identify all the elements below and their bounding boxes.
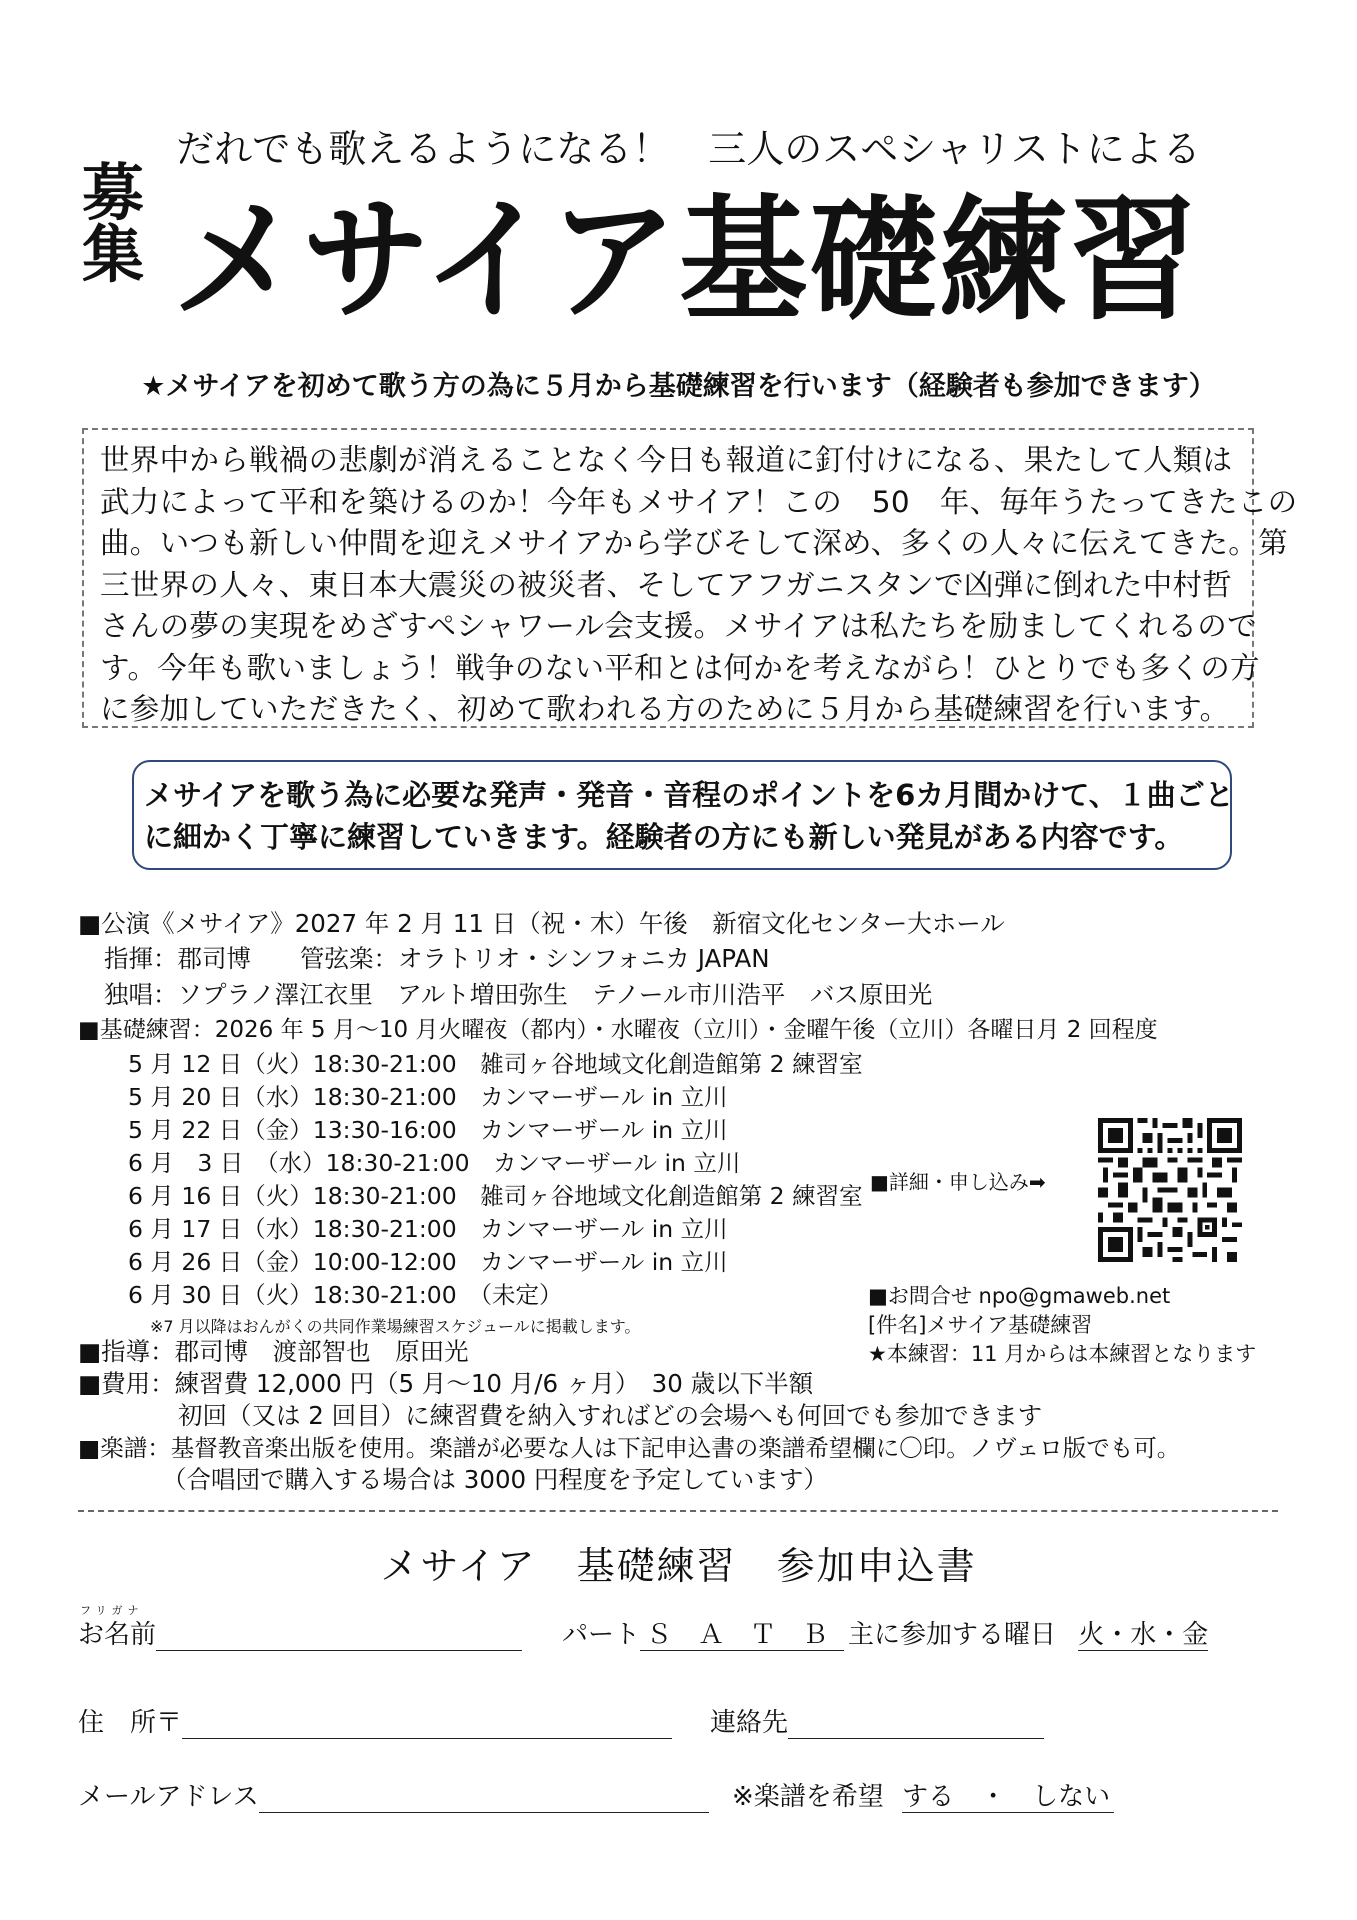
fee-note: 初回（又は 2 回目）に練習費を納入すればどの会場へも何回でも参加できます — [178, 1401, 1043, 1430]
part-options[interactable]: Ｓ Ａ Ｔ Ｂ — [640, 1620, 844, 1651]
day-row — [848, 1614, 1208, 1651]
schedule-item: 5 月 12 日（火）18:30-21:00 雑司ヶ谷地域文化創造館第 2 練習室 — [128, 1050, 863, 1078]
intro-line: さんの夢の実現をめざすペシャワール会支援。メサイアは私たちを励ましてくれるので — [100, 609, 1257, 643]
intro-line: す。今年も歌いましょう！戦争のない平和とは何かを考えながら！ひとりでも多くの方 — [100, 650, 1260, 685]
score-request-options[interactable]: する ・ しない — [902, 1782, 1114, 1813]
intro-line: 世界中から戦禍の悲劇が消えることなく今日も報道に釘付けになる、果たして人類は — [100, 443, 1233, 477]
address-row — [78, 1702, 672, 1739]
schedule-item: 6 月 17 日（水）18:30-21:00 カンマーザール in 立川 — [128, 1215, 728, 1243]
practice-info: ■基礎練習：2026 年 5 月～10 月火曜夜（都内）・水曜夜（立川）・金曜午後（立川）各曜日月 2 回程度 — [78, 1017, 1158, 1043]
email-label: メールアドレス — [78, 1782, 259, 1812]
schedule-item: 6 月 16 日（火）18:30-21:00 雑司ヶ谷地域文化創造館第 2 練習室 — [128, 1182, 863, 1210]
score-info: ■楽譜：基督教音楽出版を使用。楽譜が必要な人は下記申込書の楽譜希望欄に〇印。ノヴェロ版でも可。 — [78, 1434, 1181, 1462]
name-row — [78, 1614, 522, 1651]
concert-info: ■公演《メサイア》2027 年 2 月 11 日（祝・木）午後 新宿文化センター大ホール — [78, 909, 1005, 938]
tagline: だれでも歌えるようになる！ 三人のスペシャリストによる — [176, 127, 1201, 171]
intro-line: 武力によって平和を築けるのか！今年もメサイア！この 50 年、毎年うたってきたこの — [100, 484, 1298, 519]
form-title: メサイア 基礎練習 参加申込書 — [380, 1544, 977, 1588]
intro-line: 曲。いつも新しい仲間を迎えメサイアから学びそして深め、多くの人々に伝えてきた。第 — [100, 526, 1288, 560]
subtitle-note: ★メサイアを初めて歌う方の為に５月から基礎練習を行います（経験者も参加できます） — [141, 371, 1216, 402]
day-options[interactable]: 火・水・金 — [1078, 1620, 1209, 1650]
main-practice-note: ★本練習：11 月からは本練習となります — [868, 1342, 1257, 1366]
highlight-line: メサイアを歌う為に必要な発声・発音・音程のポイントを6カ月間かけて、１曲ごと — [144, 778, 1234, 812]
intro-line: 三世界の人々、東日本大震災の被災者、そしてアフガニスタンで凶弾に倒れた中村哲 — [100, 567, 1233, 602]
contact-email: ■お問合せ npo@gmaweb.net — [868, 1284, 1171, 1308]
conductor-info: 指揮：郡司博 管弦楽：オラトリオ・シンフォニカ JAPAN — [104, 944, 770, 973]
details-label: ■詳細・申し込み➡ — [870, 1170, 1046, 1194]
schedule-item: 6 月 3 日 （水）18:30-21:00 カンマーザール in 立川 — [128, 1149, 741, 1177]
name-label: お名前 — [78, 1620, 157, 1650]
name-field[interactable] — [156, 1620, 522, 1651]
instructors-info: ■指導：郡司博 渡部智也 原田光 — [78, 1337, 469, 1366]
schedule-item: 5 月 20 日（水）18:30-21:00 カンマーザール in 立川 — [128, 1083, 728, 1111]
highlight-line: に細かく丁寧に練習していきます。経験者の方にも新しい発見がある内容です。 — [144, 820, 1184, 854]
schedule-item: 6 月 26 日（金）10:00-12:00 カンマーザール in 立川 — [128, 1248, 728, 1276]
intro-line: に参加していただきたく、初めて歌われる方のために５月から基礎練習を行います。 — [100, 692, 1230, 726]
soloists-info: 独唱：ソプラノ澤江衣里 アルト増田弥生 テノール市川浩平 バス原田光 — [104, 980, 933, 1009]
schedule-item: 5 月 22 日（金）13:30-16:00 カンマーザール in 立川 — [128, 1116, 728, 1144]
score-note: （合唱団で購入する場合は 3000 円程度を予定しています） — [162, 1465, 828, 1494]
day-label: 主に参加する曜日 — [848, 1620, 1057, 1650]
address-label: 住 所〒 — [78, 1708, 183, 1738]
highlight-box — [132, 760, 1232, 870]
part-row — [562, 1614, 844, 1651]
recruit-char-1: 募 — [82, 156, 145, 229]
contact-field[interactable] — [788, 1708, 1044, 1739]
contact-label: 連絡先 — [710, 1708, 789, 1738]
email-field[interactable] — [259, 1782, 709, 1813]
recruit-char-2: 集 — [82, 218, 145, 291]
qr-code-icon[interactable] — [1098, 1118, 1242, 1262]
intro-box — [82, 428, 1298, 728]
schedule-note: ※7 月以降はおんがくの共同作業場練習スケジュールに掲載します。 — [150, 1317, 641, 1336]
furigana-label: フリガナ — [80, 1604, 144, 1617]
contact-row — [710, 1702, 1044, 1739]
part-label: パート — [562, 1620, 641, 1650]
email-row — [78, 1776, 709, 1813]
contact-subject: [件名]メサイア基礎練習 — [868, 1313, 1093, 1337]
score-request-label: ※楽譜を希望 — [732, 1782, 884, 1812]
fee-info: ■費用：練習費 12,000 円（5 月～10 月/6 ヶ月） 30 歳以下半額 — [78, 1369, 814, 1398]
schedule-item: 6 月 30 日（火）18:30-21:00 （未定） — [128, 1281, 563, 1309]
recruit-label — [82, 156, 152, 291]
cut-line-divider — [78, 1510, 1278, 1512]
page-title: メサイア基礎練習 — [172, 182, 1200, 340]
score-request-row — [732, 1776, 1114, 1813]
address-field[interactable] — [182, 1708, 672, 1739]
